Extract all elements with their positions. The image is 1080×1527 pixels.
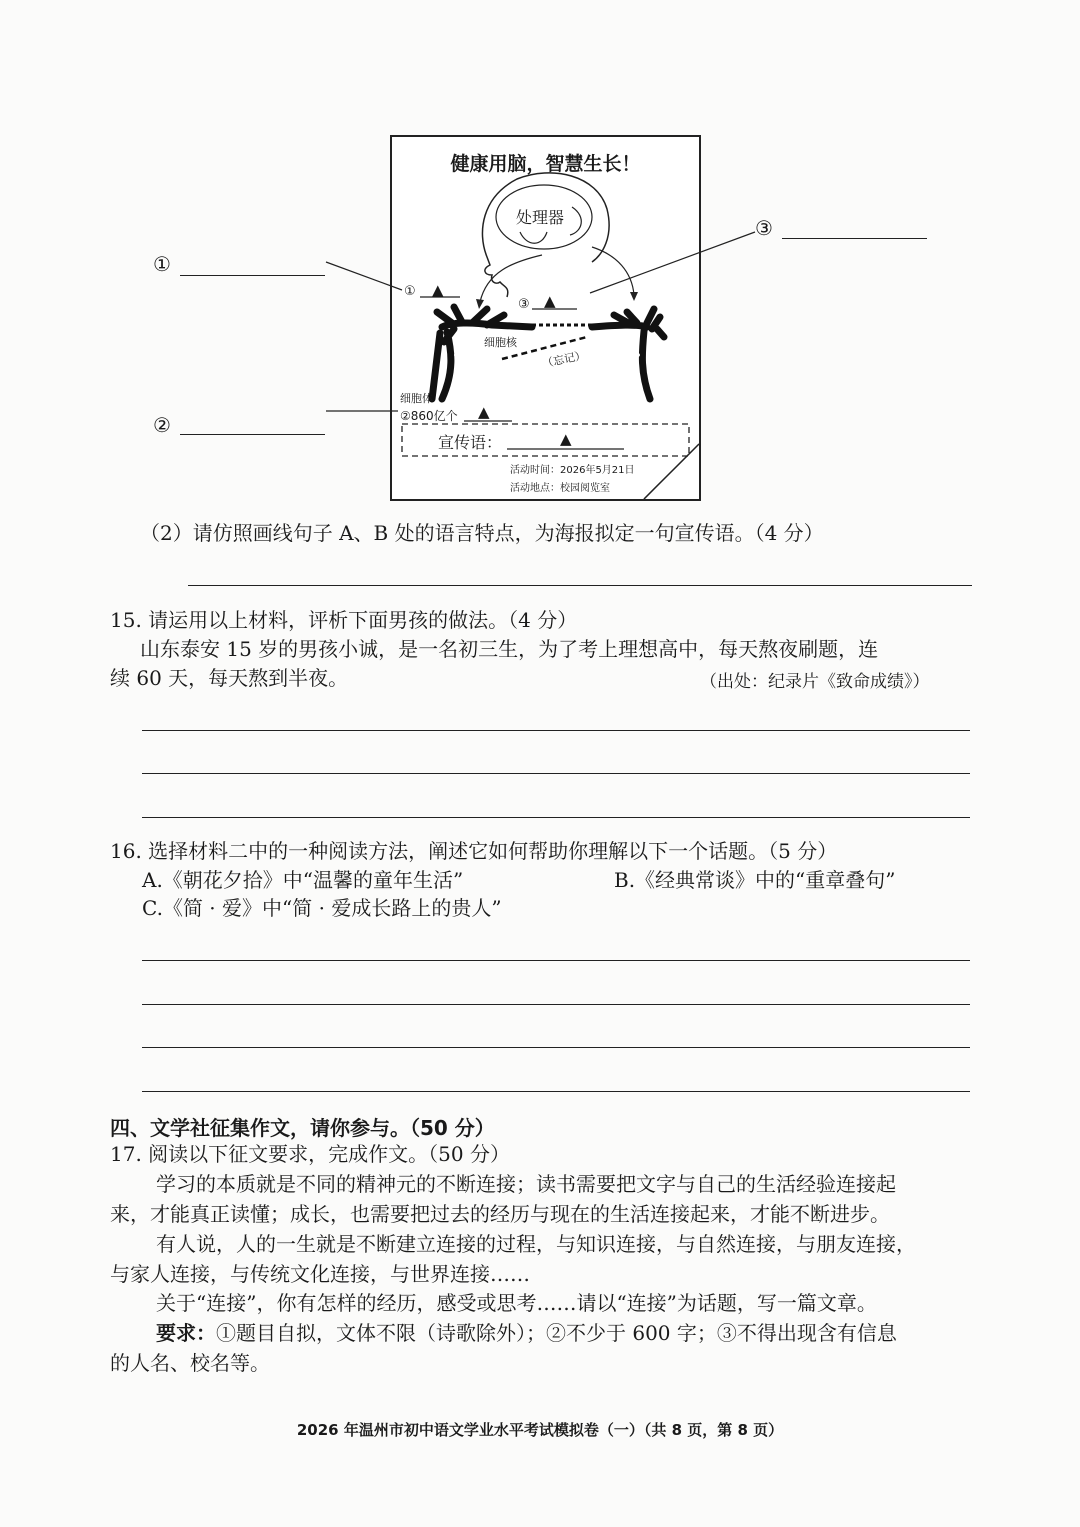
section-4-heading: 四、文学社征集作文，请你参与。（50 分） [110,1116,495,1140]
label-1: ① [404,284,416,299]
callout-2: ② [153,413,171,437]
question-16-option-a: A.《朝花夕拾》中“温馨的童年生活” [142,868,464,892]
answer-line-15b[interactable] [142,773,970,774]
question-15-line2: 续 60 天，每天熬到半夜。 [110,666,349,690]
answer-line-1[interactable] [180,275,325,276]
answer-line-16d[interactable] [142,1091,970,1092]
question-17-p1b: 来，才能真正读懂；成长，也需要把过去的经历与现在的生活连接起来，才能不断进步。 [110,1202,890,1226]
answer-line-14[interactable] [188,585,972,586]
question-17-p2a: 有人说，人的一生就是不断建立连接的过程，与知识连接，与自然连接，与朋友连接， [156,1232,916,1256]
question-15-source: （出处：纪录片《致命成绩》） [700,672,930,692]
question-14-2: （2）请仿照画线句子 A、B 处的语言特点，为海报拟定一句宣传语。（4 分） [140,521,824,545]
cell-body-label: 细胞体 [400,392,433,405]
callout-3: ③ [755,216,773,240]
answer-line-3[interactable] [782,238,927,239]
page-footer: 2026 年温州市初中语文学业水平考试模拟卷（一）（共 8 页，第 8 页） [296,1421,784,1439]
question-17-p3: 关于“连接”，你有怎样的经历，感受或思考……请以“连接”为话题，写一篇文章。 [156,1291,877,1315]
forget-label: （忘记） [541,348,587,371]
answer-line-16a[interactable] [142,960,970,961]
answer-line-16b[interactable] [142,1004,970,1005]
question-15-stem: 15. 请运用以上材料，评析下面男孩的做法。（4 分） [110,608,578,632]
processor-label: 处理器 [516,208,565,227]
activity-place: 活动地点：校园阅览室 [510,483,610,494]
blank-mark-slogan: ▲ [560,430,572,448]
question-17-p1a: 学习的本质就是不同的精神元的不断连接；读书需要把文字与自己的生活经验连接起 [156,1172,896,1196]
question-17-requirements [156,1318,897,1348]
requirements-text: ①题目自拟，文体不限（诗歌除外）；②不少于 600 字；③不得出现含有信息 [216,1321,897,1345]
nucleus-label: 细胞核 [484,336,517,349]
question-17-p2b: 与家人连接，与传统文化连接，与世界连接…… [110,1262,530,1286]
question-16-option-b: B.《经典常谈》中的“重章叠句” [614,868,896,892]
requirements-label: 要求： [156,1321,216,1345]
answer-line-15c[interactable] [142,817,970,818]
neuron-count-label: ②860亿个 [400,409,458,423]
question-15-line1: 山东泰安 15 岁的男孩小诚，是一名初三生，为了考上理想高中，每天熬夜刷题，连 [140,637,879,661]
activity-time: 活动时间：2026年5月21日 [510,465,635,476]
slogan-label: 宣传语： [438,433,503,452]
label-3: ③ [518,297,530,312]
blank-mark-3: ▲ [544,292,556,310]
answer-line-15a[interactable] [142,730,970,731]
answer-line-2[interactable] [180,434,325,435]
question-17-stem: 17. 阅读以下征文要求，完成作文。（50 分） [110,1142,510,1166]
answer-line-16c[interactable] [142,1047,970,1048]
callout-1: ① [153,252,171,276]
question-17-requirements-cont: 的人名、校名等。 [110,1351,270,1375]
poster-title: 健康用脑，智慧生长！ [450,153,641,175]
blank-mark-2: ▲ [478,403,490,421]
question-16-stem: 16. 选择材料二中的一种阅读方法，阐述它如何帮助你理解以下一个话题。（5 分） [110,839,838,863]
blank-mark-1: ▲ [432,281,444,299]
question-16-option-c: C.《简 · 爱》中“简 · 爱成长路上的贵人” [142,896,502,920]
